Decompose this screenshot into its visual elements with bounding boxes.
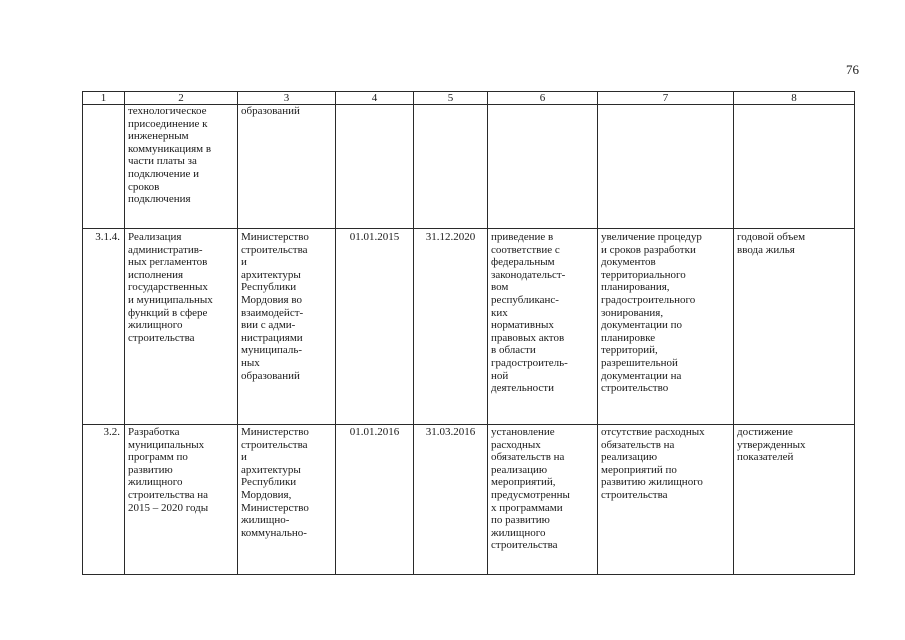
- indicator: годовой объем ввода жилья: [734, 229, 855, 425]
- consequences: увеличение процедур и сроков разработки документов территориального планирования, градостроительного зонирования, документации по планировке территорий, разрешительной документации на строительство: [598, 229, 734, 425]
- column-header: 8: [734, 92, 855, 105]
- item-number: 3.2.: [83, 425, 125, 575]
- column-number-header-row: [83, 92, 855, 105]
- executor: Министерство строительства и архитектуры Республики Мордовия, Министерство жилищно- коммунально-: [238, 425, 336, 575]
- start-date: 01.01.2016: [336, 425, 414, 575]
- column-header: 3: [238, 92, 336, 105]
- item-number: [83, 105, 125, 229]
- column-header: 6: [488, 92, 598, 105]
- item-number: 3.1.4.: [83, 229, 125, 425]
- consequences: отсутствие расходных обязательств на реализацию мероприятий по развитию жилищного строительства: [598, 425, 734, 575]
- executor: образований: [238, 105, 336, 229]
- column-header: 7: [598, 92, 734, 105]
- column-header: 4: [336, 92, 414, 105]
- executor: Министерство строительства и архитектуры Республики Мордовия во взаимодейст- вии с адми- нистрациями муниципаль- ных образований: [238, 229, 336, 425]
- end-date: 31.03.2016: [414, 425, 488, 575]
- table-row: [83, 229, 855, 425]
- table-row: [83, 105, 855, 229]
- measure-name: Реализация административ- ных регламентов исполнения государственных и муниципальных функций в сфере жилищного строительства: [125, 229, 238, 425]
- expected-result: установление расходных обязательств на реализацию мероприятий, предусмотренны х программами по развитию жилищного строительства: [488, 425, 598, 575]
- consequences: [598, 105, 734, 229]
- end-date: 31.12.2020: [414, 229, 488, 425]
- end-date: [414, 105, 488, 229]
- column-header: 2: [125, 92, 238, 105]
- indicator: достижение утвержденных показателей: [734, 425, 855, 575]
- indicator: [734, 105, 855, 229]
- start-date: [336, 105, 414, 229]
- measures-table: [82, 91, 855, 575]
- column-header: 1: [83, 92, 125, 105]
- table-row: [83, 425, 855, 575]
- start-date: 01.01.2015: [336, 229, 414, 425]
- page-number: 76: [846, 62, 859, 77]
- expected-result: приведение в соответствие с федеральным законодательст- вом республиканс- ких нормативных правовых актов в области градостроитель- ной деятельности: [488, 229, 598, 425]
- measure-name: технологическое присоединение к инженерным коммуникациям в части платы за подключение и сроков подключения: [125, 105, 238, 229]
- column-header: 5: [414, 92, 488, 105]
- measure-name: Разработка муниципальных программ по развитию жилищного строительства на 2015 – 2020 годы: [125, 425, 238, 575]
- expected-result: [488, 105, 598, 229]
